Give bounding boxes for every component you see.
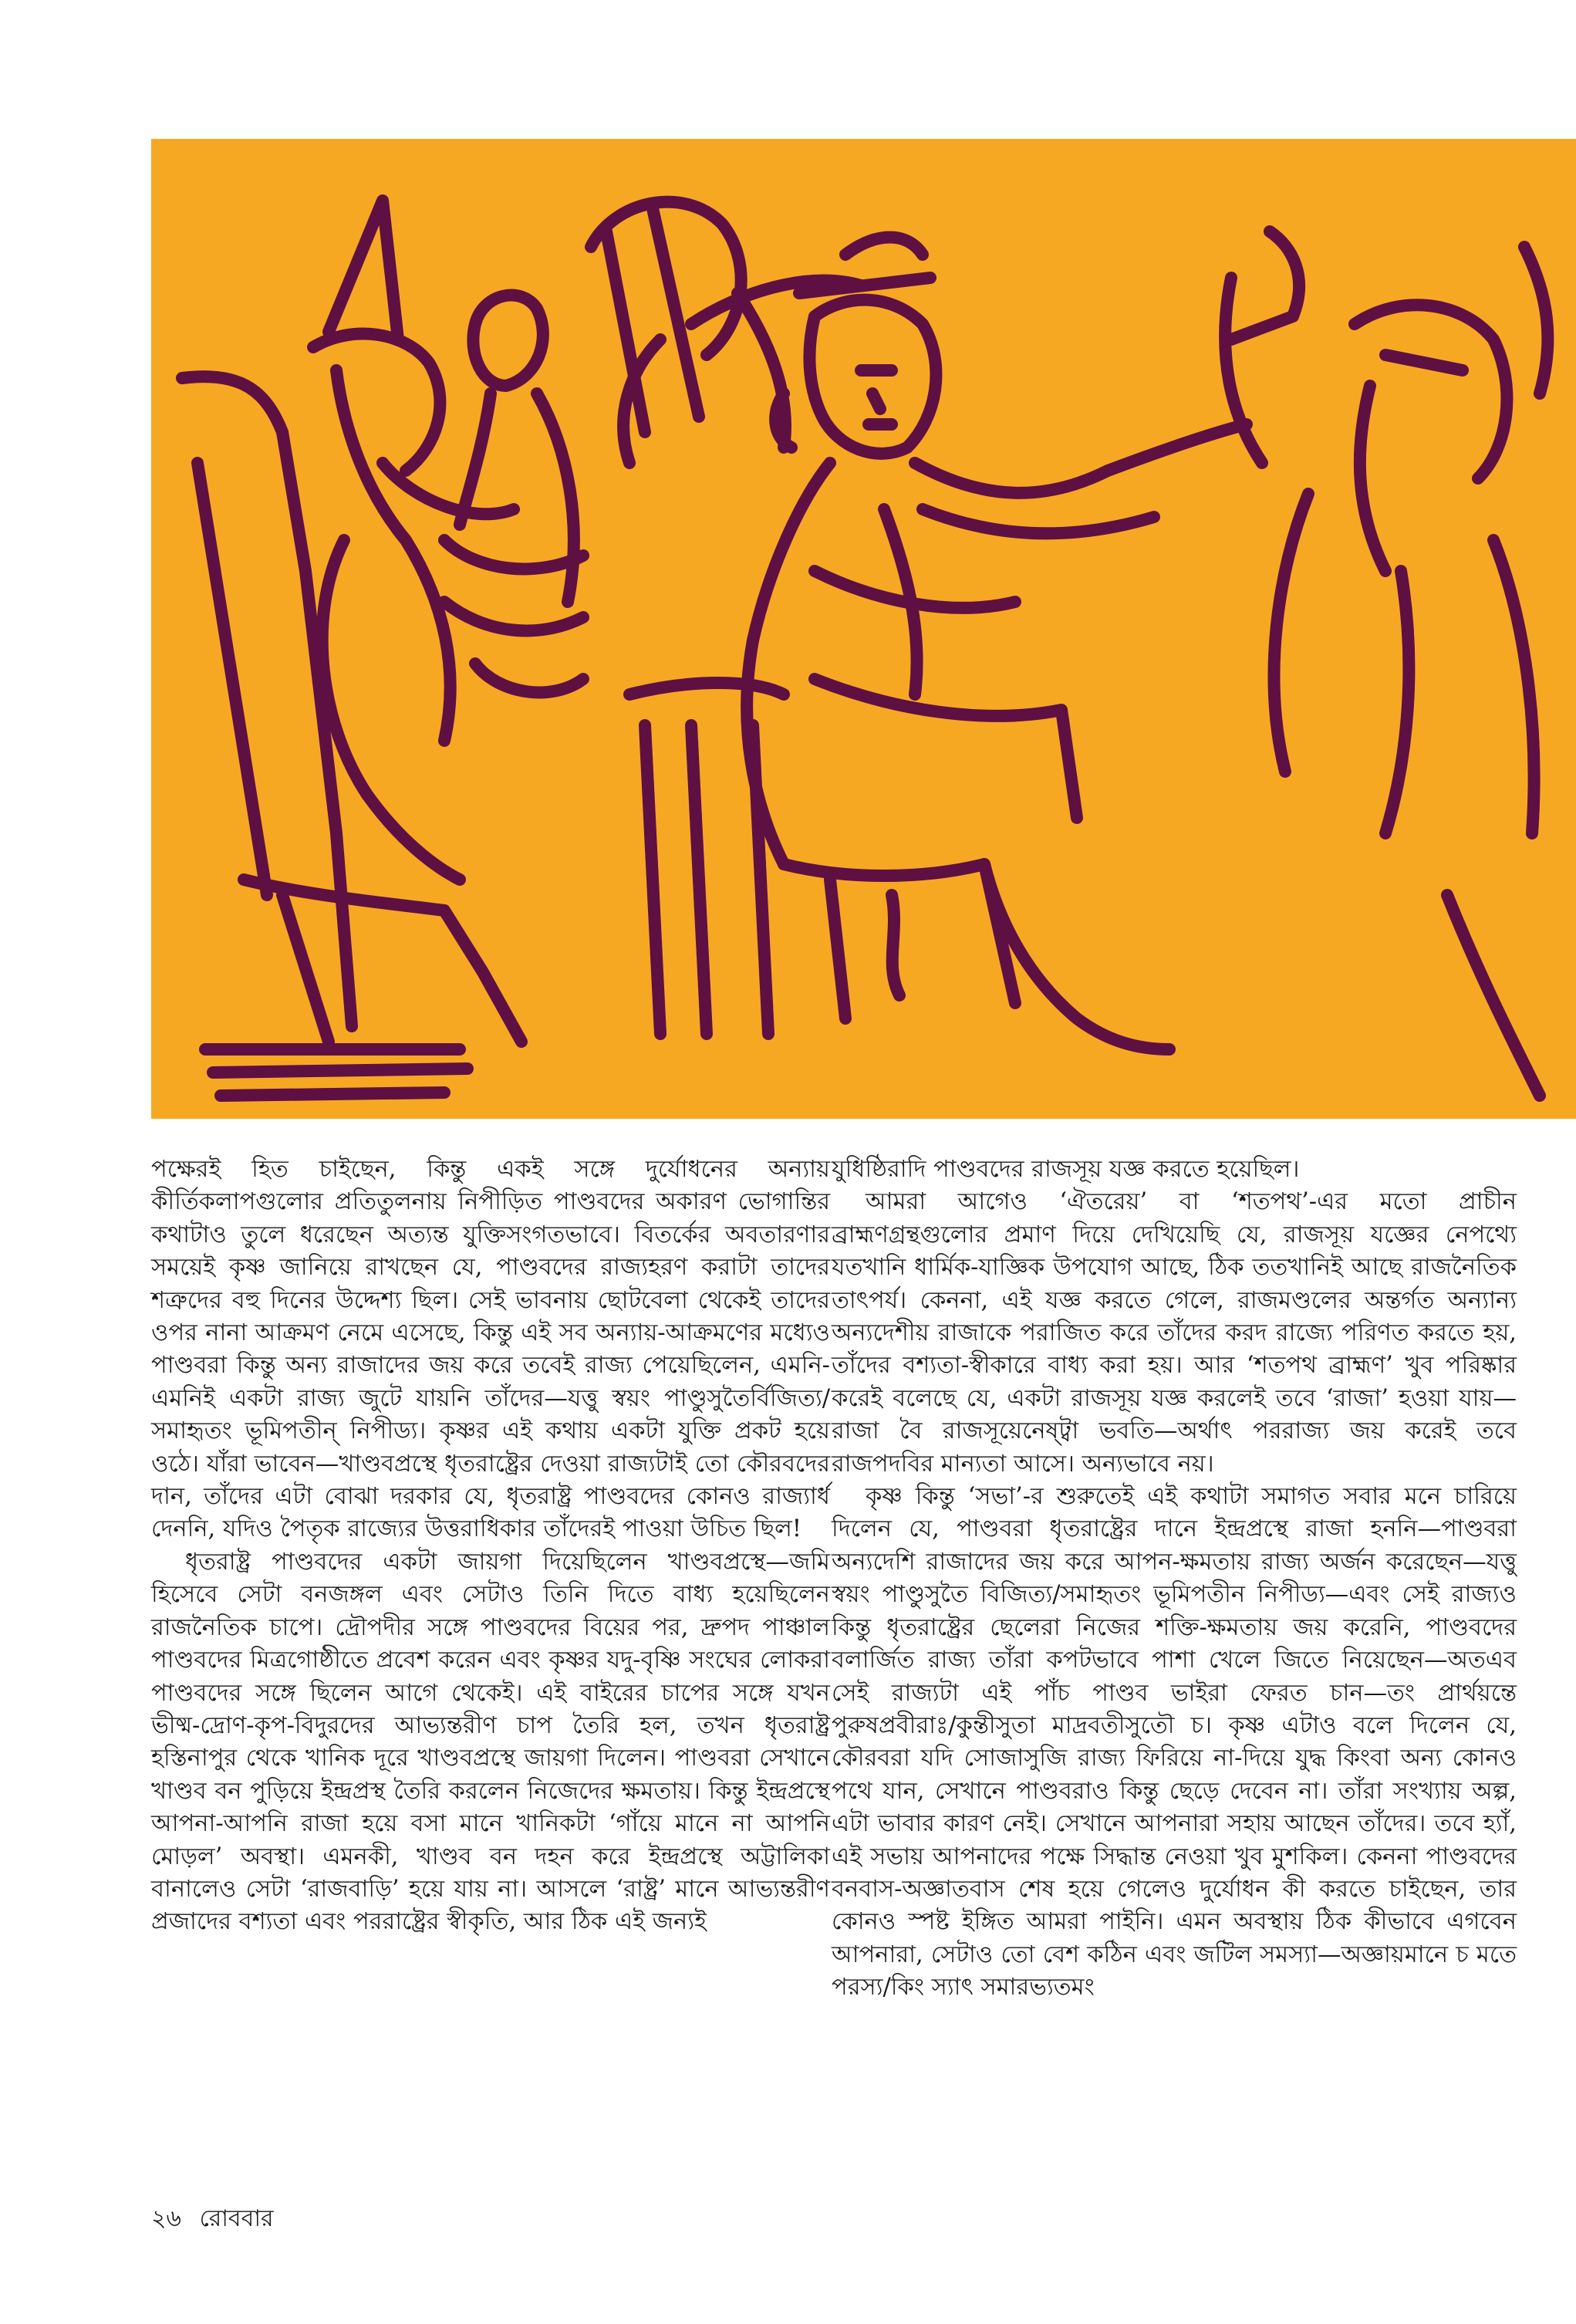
right-column xyxy=(832,1154,1517,2005)
right-paragraph-3: কৃষ্ণ কিন্তু ‘সভা’-র শুরুতেই এই কথাটা সমাগত সবার মনে চারিয়ে দিলেন যে, পাণ্ডবরা ধৃতরাষ্ট্রের দানে ইন্দ্রপ্রস্থে রাজা হননি—পাণ্ডবরা অন্যদেশি রাজাদের জয় করে আপন-ক্ষমতায় রাজ্য অর্জন করেছেন—যত্তু স্বয়ং পাণ্ডুসুতৈ বিজিত্য/সমাহৃতং ভূমিপতীন নিপীড্য—এবং সেই রাজ্যও কিন্তু ধৃতরাষ্ট্রের ছেলেরা নিজের শক্তি-ক্ষমতায় জয় করেনি, পাণ্ডবদের বলার্জিত রাজ্য তাঁরা কপটভাবে পাশা খেলে জিতে নিয়েছেন—অতএব সেই রাজ্যটা এই পাঁচ পাণ্ডব ভাইরা ফেরত চান—তং প্রার্থয়ন্তে পুরুষপ্রবীরাঃ/কুন্তীসুতা মাদ্রবতীসুতৌ চ। কৃষ্ণ এটাও বলে দিলেন যে, কৌরবরা যদি সোজাসুজি রাজ্য ফিরিয়ে না-দিয়ে যুদ্ধ কিংবা অন্য কোনও পথে যান, সেখানে পাণ্ডবরাও কিন্তু ছেড়ে দেবেন না। তাঁরা সংখ্যায় অল্প, এটা ভাবার কারণ নেই। সেখানে আপনারা সহায় আছেন তাঁদের। তবে হ্যাঁ, এই সভায় আপনাদের পক্ষে সিদ্ধান্ত নেওয়া খুব মুশকিল। কেননা পাণ্ডবদের বনবাস-অজ্ঞাতবাস শেষ হয়ে গেলেও দুর্যোধন কী করতে চাইছেন, তার কোনও স্পষ্ট ইঙ্গিত আমরা পাইনি। এমন অবস্থায় ঠিক কীভাবে এগবেন আপনারা, সেটাও তো বেশ কঠিন এবং জটিল সমস্যা—অজ্ঞায়মানে চ মতে পরস্য/কিং স্যাৎ সমারভ্যতমং xyxy=(832,1483,1517,2001)
right-paragraph-1: যুধিষ্ঠিরাদি পাণ্ডবদের রাজসূয় যজ্ঞ করতে হয়েছিল। xyxy=(832,1156,1300,1183)
left-paragraph-1: পক্ষেরই হিত চাইছেন, কিন্তু একই সঙ্গে দুর্যোধনের অন্যায় কীর্তিকলাপগুলোর প্রতিতুলনায় নিপীড়িত পাণ্ডবদের অকারণ ভোগান্তির কথাটাও তুলে ধরেছেন অত্যন্ত যুক্তিসংগতভাবে। বিতর্কের অবতারণার সময়েই কৃষ্ণ জানিয়ে রাখছেন যে, পাণ্ডবদের রাজ্যহরণ করাটা তাদের শত্রুদের বহু দিনের উদ্দেশ্য ছিল। সেই ভাবনায় ছোটবেলা থেকেই তাদের ওপর নানা আক্রমণ নেমে এসেছে, কিন্তু এই সব অন্যায়-আক্রমণের মধ্যেও পাণ্ডবরা কিন্তু অন্য রাজাদের জয় করে তবেই রাজ্য পেয়েছিলেন, এমনি-এমনিই একটা রাজ্য জুটে যায়নি তাঁদের—যত্তু স্বয়ং পাণ্ডুসুতৈর্বিজিত্য/সমাহৃতং ভূমিপতীন্‌ নিপীড্য। কৃষ্ণর এই কথায় একটা যুক্তি প্রকট হয়ে ওঠে। যাঁরা ভাবেন—খাণ্ডবপ্রস্থে ধৃতরাষ্ট্রের দেওয়া রাজ্যটাই তো কৌরবদের দান, তাঁদের এটা বোঝা দরকার যে, ধৃতরাষ্ট্র পাণ্ডবদের কোনও রাজ্যার্ধ দেননি, যদিও পৈতৃক রাজ্যের উত্তরাধিকার তাঁদেরই পাওয়া উচিত ছিল! xyxy=(151,1156,830,1543)
page-footer xyxy=(151,2204,274,2234)
publication-name: রোববার xyxy=(199,2205,274,2232)
left-column xyxy=(151,1154,830,1939)
illustration xyxy=(151,139,1576,1119)
right-paragraph-2: আমরা আগেও ‘ঐতরেয়’ বা ‘শতপথ’-এর মতো প্রাচীন ব্রাহ্মণগ্রন্থগুলোর প্রমাণ দিয়ে দেখিয়েছি যে, রাজসূয় যজ্ঞের নেপথ্যে যতখানি ধার্মিক-যাজ্ঞিক উপযোগ আছে, ঠিক ততখানিই আছে রাজনৈতিক তাৎপর্য। কেননা, এই যজ্ঞ করতে গেলে, রাজমণ্ডলের অন্তর্গত অন্যান্য অন্যদেশীয় রাজাকে পরাজিত করে তাঁদের করদ রাজ্যে পরিণত করতে হয়, তাঁদের বশ্যতা-স্বীকারে বাধ্য করা হয়। আর ‘শতপথ ব্রাহ্মণ’ খুব পরিষ্কার করেই বলেছে যে, একটা রাজসূয় যজ্ঞ করলেই তবে ‘রাজা’ হওয়া যায়—রাজা বৈ রাজসূয়েনেষ্ট্বা ভবতি—অর্থাৎ পররাজ্য জয় করেই তবে রাজপদবির মান্যতা আসে। অন্যভাবে নয়। xyxy=(832,1188,1517,1478)
page-number: ২৬ xyxy=(151,2205,182,2232)
left-paragraph-2: ধৃতরাষ্ট্র পাণ্ডবদের একটা জায়গা দিয়েছিলেন খাণ্ডবপ্রস্থে—জমি হিসেবে সেটা বনজঙ্গল এবং সেটাও তিনি দিতে বাধ্য হয়েছিলেন রাজনৈতিক চাপে। দ্রৌপদীর সঙ্গে পাণ্ডবদের বিয়ের পর, দ্রুপদ পাঞ্চাল পাণ্ডবদের মিত্রগোষ্ঠীতে প্রবেশ করেন এবং কৃষ্ণর যদু-বৃষ্ণি সংঘের লোকরা পাণ্ডবদের সঙ্গে ছিলেন আগে থেকেই। এই বাইরের চাপের সঙ্গে যখন ভীষ্ম-দ্রোণ-কৃপ-বিদুরদের আভ্যন্তরীণ চাপ তৈরি হল, তখন ধৃতরাষ্ট্র হস্তিনাপুর থেকে খানিক দূরে খাণ্ডবপ্রস্থে জায়গা দিলেন। পাণ্ডবরা সেখানে খাণ্ডব বন পুড়িয়ে ইন্দ্রপ্রস্থ তৈরি করলেন নিজেদের ক্ষমতায়। কিন্তু ইন্দ্রপ্রস্থে আপনা-আপনি রাজা হয়ে বসা মানে খানিকটা ‘গাঁয়ে মানে না আপনি মোড়ল’ অবস্থা। এমনকী, খাণ্ডব বন দহন করে ইন্দ্রপ্রস্থে অট্টালিকা বানালেও সেটা ‘রাজবাড়ি’ হয়ে যায় না। আসলে ‘রাষ্ট্র’ মানে আভ্যন্তরীণ প্রজাদের বশ্যতা এবং পররাষ্ট্রের স্বীকৃতি, আর ঠিক এই জন্যই xyxy=(151,1548,830,1936)
court-scene-drawing xyxy=(151,139,1576,1119)
